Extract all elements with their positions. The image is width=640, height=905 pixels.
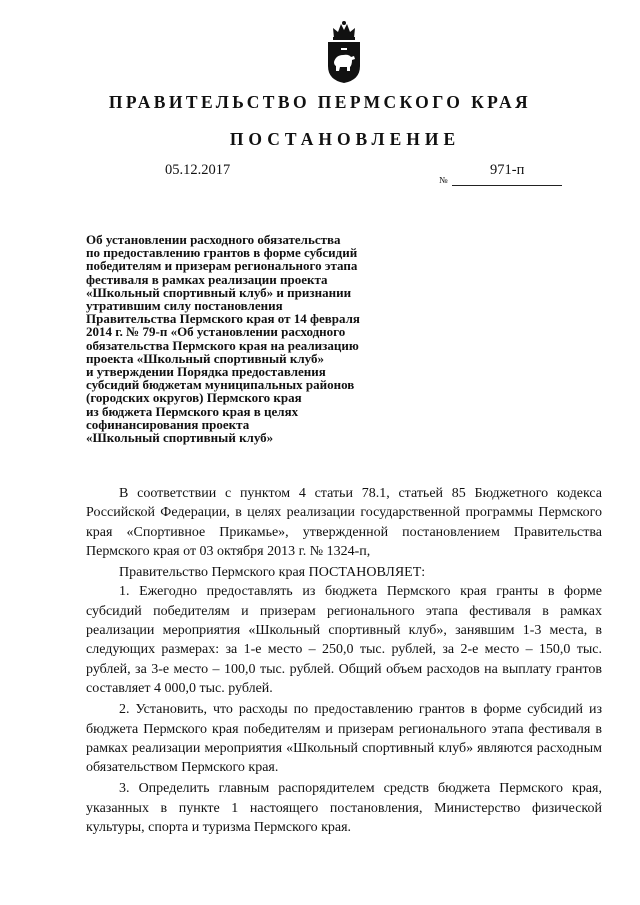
clause-2-paragraph: 2. Установить, что расходы по предоставлению грантов в форме субсидий из бюджета Пермского края победителям и призерам регионального этапа фестиваля в рамках реализации мероприятия «Школьный спортивный клуб» являются расходным обязательством Пермского края. <box>86 702 602 776</box>
subject-line: (городских округов) Пермского края <box>86 390 302 406</box>
subject-line: 2014 г. № 79-п «Об установлении расходного <box>86 324 346 340</box>
preamble-paragraph: В соответствии с пунктом 4 статьи 78.1, статьей 85 Бюджетного кодекса Российской Федерации, в целях реализации государственной программы Пермского края «Спортивное Прикамье», утвержденной постановлением Правительства Пермского края от 03 октября 2013 г. № 1324-п, <box>86 486 602 559</box>
subject-line: Об установлении расходного обязательства <box>86 232 341 247</box>
subject-line: из бюджета Пермского края в целях <box>86 403 299 419</box>
document-date: 05.12.2017 <box>165 162 231 178</box>
subject-line: «Школьный спортивный клуб» <box>86 430 274 446</box>
clause-3-paragraph: 3. Определить главным распорядителем средств бюджета Пермского края, указанных в пункте 1 настоящего постановления, Министерство физической культуры, спорта и туризма Пермского края. <box>86 781 602 836</box>
document-number: 971-п <box>490 162 525 178</box>
subject-line: и утверждении Порядка предоставления <box>86 364 326 380</box>
subject-line: победителям и призерам регионального этапа <box>86 258 358 274</box>
government-title: ПРАВИТЕЛЬСТВО ПЕРМСКОГО КРАЯ <box>108 92 532 112</box>
subject-line: софинансирования проекта <box>86 416 250 432</box>
subject-line: Правительства Пермского края от 14 февраля <box>86 311 360 327</box>
document-body <box>86 484 602 837</box>
document-type: ПОСТАНОВЛЕНИЕ <box>229 129 461 149</box>
subject-line: «Школьный спортивный клуб» и признании <box>86 284 352 300</box>
subject-line: проекта «Школьный спортивный клуб» <box>86 350 324 366</box>
subject-line: субсидий бюджетам муниципальных районов <box>86 377 355 393</box>
resolution-paragraph: Правительство Пермского края ПОСТАНОВЛЯЕТ: <box>119 565 426 581</box>
document-subject <box>86 233 396 444</box>
clause-1-paragraph: 1. Ежегодно предоставлять из бюджета Пермского края гранты в форме субсидий победителям и призерам регионального этапа фестиваля в рамках реализации мероприятия «Школьный спортивный клуб», занявшим 1-3 места, в следующих размерах: за 1-е место – 250,0 тыс. рублей, за 2-е место – 150,0 тыс. рублей, за 3-е место – 100,0 тыс. рублей. Общий объем расходов на выплату грантов составляет 4 000,0 тыс. рублей. <box>86 584 602 696</box>
perm-krai-coat-of-arms-icon <box>324 18 364 84</box>
number-underline <box>452 185 562 186</box>
number-sign: № <box>439 175 448 185</box>
subject-line: обязательства Пермского края на реализацию <box>86 337 359 353</box>
subject-line: фестиваля в рамках реализации проекта <box>86 271 328 287</box>
subject-line: утратившим силу постановления <box>86 298 283 314</box>
subject-line: по предоставлению грантов в форме субсидий <box>86 245 358 261</box>
